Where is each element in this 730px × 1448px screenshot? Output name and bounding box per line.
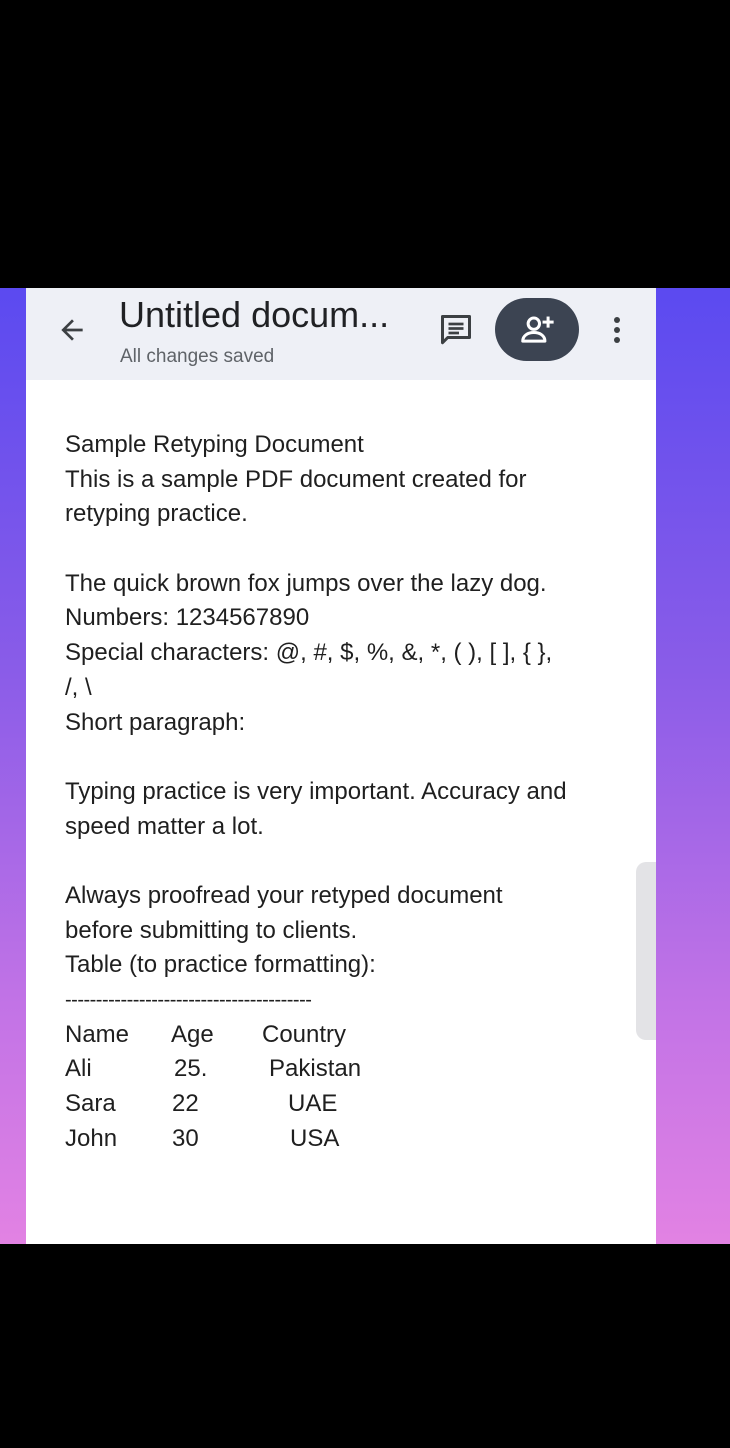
table-header-age: Age — [171, 1020, 214, 1048]
blank-line — [65, 740, 625, 775]
special-characters-line-2: /, \ — [65, 673, 92, 701]
save-status: All changes saved — [120, 346, 275, 367]
back-button[interactable] — [54, 312, 90, 348]
app-bar — [26, 288, 656, 380]
table-cell-name: Ali — [65, 1055, 92, 1083]
table-header-row — [65, 1018, 625, 1053]
pangram-line: The quick brown fox jumps over the lazy dog. — [65, 569, 547, 597]
table-cell-age: 22 — [172, 1090, 199, 1118]
more-options-button[interactable] — [602, 310, 632, 350]
paragraph-1-line-2: speed matter a lot. — [65, 812, 264, 840]
document-sheet — [26, 288, 656, 1244]
table-cell-name: John — [65, 1124, 118, 1152]
short-paragraph-label: Short paragraph: — [65, 708, 246, 736]
paragraph-1-line-1: Typing practice is very important. Accuracy and — [65, 777, 567, 805]
arrow-back-icon — [56, 314, 88, 346]
table-row — [65, 1052, 625, 1087]
table-cell-country: UAE — [288, 1090, 338, 1118]
more-vert-icon — [612, 315, 622, 345]
table-header-country: Country — [262, 1020, 347, 1048]
scrollbar-thumb[interactable] — [636, 862, 656, 1040]
intro-line-1: This is a sample PDF document created for — [65, 465, 527, 493]
intro-line-2: retyping practice. — [65, 500, 248, 528]
table-caption: Table (to practice formatting): — [65, 951, 376, 979]
table-row — [65, 1122, 625, 1157]
special-characters-line-1: Special characters: @, #, $, %, &, *, ( ), [ ], { }, — [65, 639, 553, 667]
document-content[interactable] — [65, 428, 625, 1157]
blank-line — [65, 532, 625, 567]
table-cell-age: 30 — [172, 1124, 199, 1152]
comment-icon — [438, 312, 474, 348]
paragraph-2-line-2: before submitting to clients. — [65, 916, 358, 944]
app-frame — [0, 288, 730, 1244]
comment-button[interactable] — [436, 310, 476, 350]
numbers-line: Numbers: 1234567890 — [65, 604, 310, 632]
blank-line — [65, 844, 625, 879]
table-cell-country: Pakistan — [269, 1055, 362, 1083]
table-row — [65, 1087, 625, 1122]
share-button[interactable] — [495, 298, 579, 361]
table-header-name: Name — [65, 1020, 130, 1048]
paragraph-2-line-1: Always proofread your retyped document — [65, 881, 503, 909]
person-add-icon — [518, 311, 556, 349]
separator-line: ---------------------------------------- — [65, 989, 312, 1011]
document-title[interactable]: Untitled docum... — [119, 294, 390, 335]
table-cell-name: Sara — [65, 1090, 116, 1118]
table-cell-country: USA — [290, 1124, 340, 1152]
table-cell-age: 25. — [174, 1055, 208, 1083]
practice-table — [65, 1018, 625, 1157]
document-heading: Sample Retyping Document — [65, 431, 364, 458]
